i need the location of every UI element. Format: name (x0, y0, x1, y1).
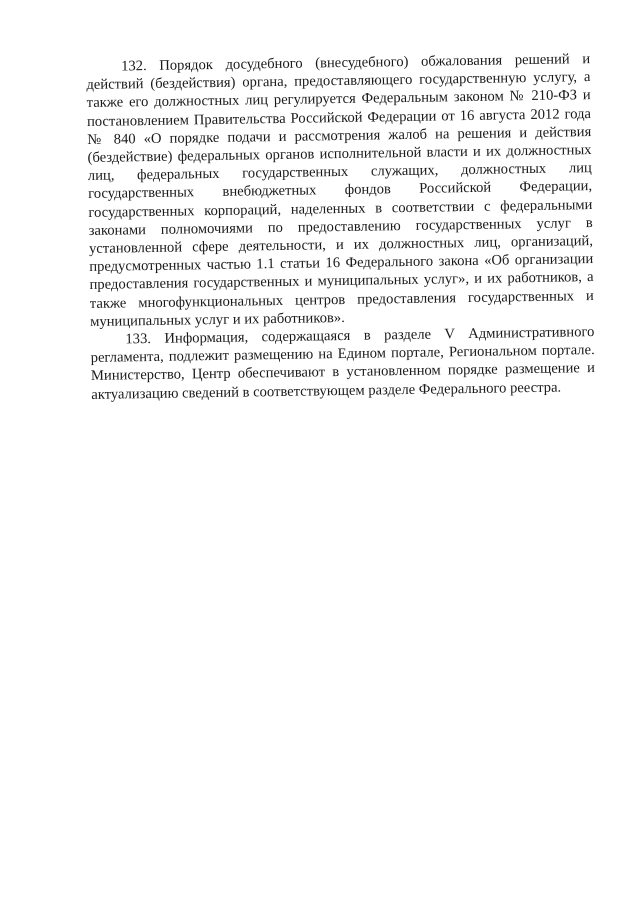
paragraph-133: 133. Информация, содержащаяся в разделе V Административного регламента, подлежит размещению на Едином портале, Региональном портале. Министерство, Центр обеспечивают в установленном порядке размещение и актуализацию сведений в соответствующем разделе Федерального реестра. (90, 324, 596, 403)
paragraph-132: 132. Порядок досудебного (внесудебного) обжалования решений и действий (бездействия) органа, предоставляющего государственную услугу, а также его должностных лиц регулируется Федеральным законом № 210-ФЗ и постановлением Правительства Российской Федерации от 16 августа 2012 года № 840 «О порядке подачи и рассмотрения жалоб на решения и действия (бездействие) федеральных органов исполнительной власти и их должностных лиц, федеральных государственных служащих, должностных лиц государственных внебюджетных фондов Российской Федерации, государственных корпораций, наделенных в соответствии с федеральными законами полномочиями по предоставлению государственных услуг в установленной сфере деятельности, и их должностных лиц, организаций, предусмотренных частью 1.1 статьи 16 Федерального закона «Об организации предоставления государственных и муниципальных услуг», и их работников, а также многофункциональных центров предоставления государственных и муниципальных услуг и их работников». (86, 51, 594, 330)
document-body (86, 50, 595, 404)
